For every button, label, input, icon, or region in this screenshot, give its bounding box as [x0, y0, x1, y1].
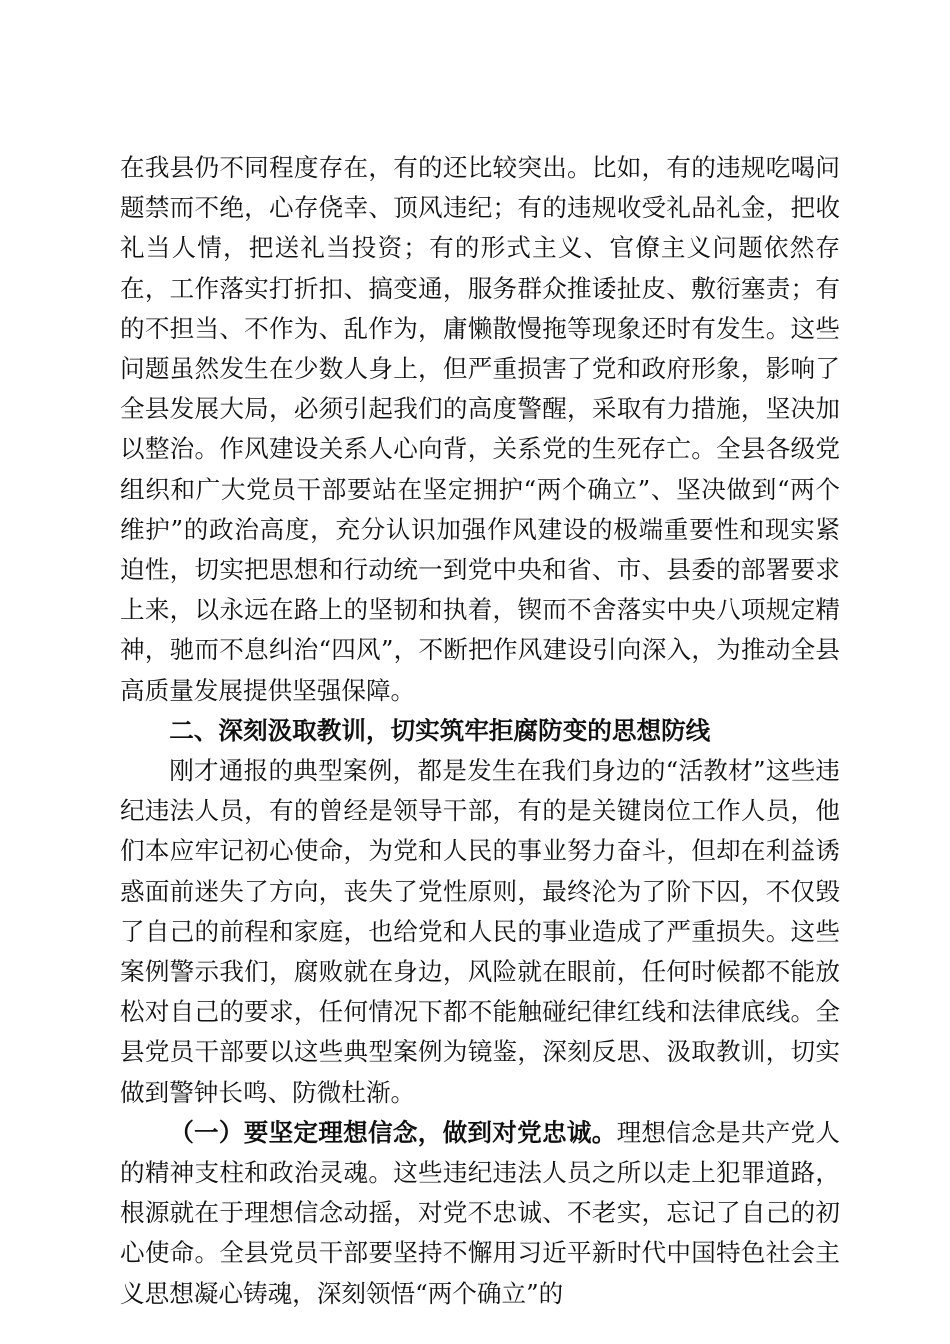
section-heading-2: 二、深刻汲取教训，切实筑牢拒腐防变的思想防线: [169, 715, 711, 745]
paragraph-subsection-1: [120, 1113, 840, 1314]
subsection-1-body: 理想信念是共产党人的精神支柱和政治灵魂。这些违纪违法人员之所以走上犯罪道路，根源就在于理想信念动摇，对党不忠诚、不老实，忘记了自己的初心使命。全县党员干部要坚持不懈用习近平新时代中国特色社会主义思想凝心铸魂，深刻领悟“两个确立”的: [120, 1117, 840, 1308]
subsection-1-title: （一）要坚定理想信念，做到对党忠诚。: [169, 1117, 617, 1147]
paragraph-continued: 在我县仍不同程度存在，有的还比较突出。比如，有的违规吃喝问题禁而不绝，心存侥幸、顶风违纪；有的违规收受礼品礼金，把收礼当人情，把送礼当投资；有的形式主义、官僚主义问题依然存在，工作落实打折扣、搞变通，服务群众推诿扯皮、敷衍塞责；有的不担当、不作为、乱作为，庸懒散慢拖等现象还时有发生。这些问题虽然发生在少数人身上，但严重损害了党和政府形象，影响了全县发展大局，必须引起我们的高度警醒，采取有力措施，坚决加以整治。作风建设关系人心向背，关系党的生死存亡。全县各级党组织和广大党员干部要站在坚定拥护“两个确立”、坚决做到“两个维护”的政治高度，充分认识加强作风建设的极端重要性和现实紧迫性，切实把思想和行动统一到党中央和省、市、县委的部署要求上来，以永远在路上的坚韧和执着，锲而不舍落实中央八项规定精神，驰而不息纠治“四风”，不断把作风建设引向深入，为推动全县高质量发展提供坚强保障。: [120, 153, 840, 705]
paragraph-cases: 刚才通报的典型案例，都是发生在我们身边的“活教材”这些违纪违法人员，有的曾经是领导干部，有的是关键岗位工作人员，他们本应牢记初心使命，为党和人民的事业努力奋斗，但却在利益诱惑面前迷失了方向，丧失了党性原则，最终沦为了阶下囚，不仅毁了自己的前程和家庭，也给党和人民的事业造成了严重损失。这些案例警示我们，腐败就在身边，风险就在眼前，任何时候都不能放松对自己的要求，任何情况下都不能触碰纪律红线和法律底线。全县党员干部要以这些典型案例为镜鉴，深刻反思、汲取教训，切实做到警钟长鸣、防微杜渐。: [120, 756, 840, 1107]
document-body: [120, 148, 840, 1314]
